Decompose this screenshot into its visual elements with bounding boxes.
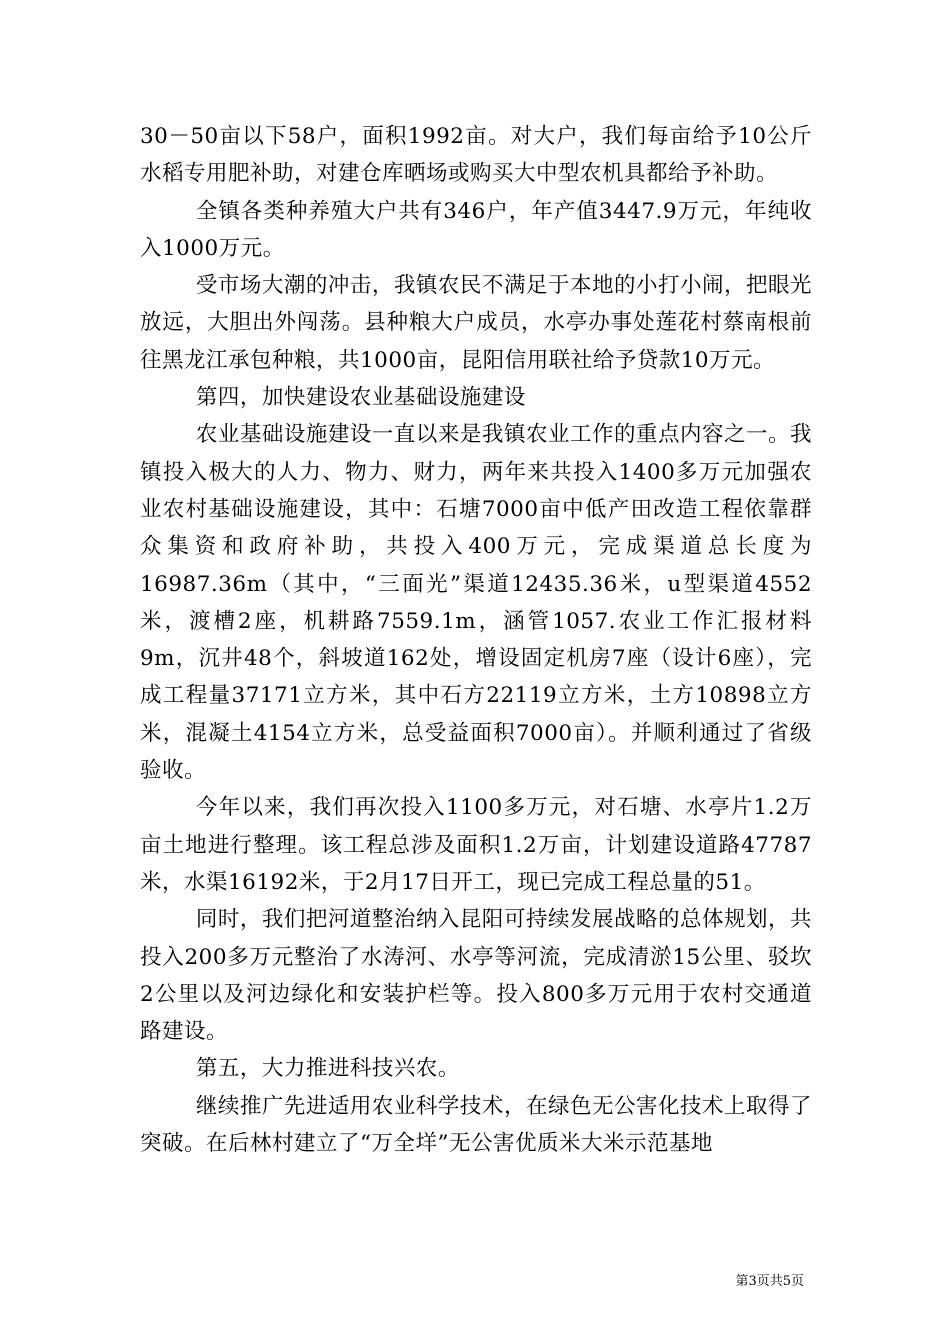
paragraph-1: 30－50亩以下58户，面积1992亩。对大户，我们每亩给予10公斤水稻专用肥补助，对建仓库晒场或购买大中型农机具都给予补助。 <box>140 124 812 187</box>
document-body <box>140 118 812 1162</box>
paragraph-2: 全镇各类种养殖大户共有346户，年产值3447.9万元，年纯收入1000万元。 <box>140 198 812 261</box>
paragraph-7: 同时，我们把河道整治纳入昆阳可持续发展战略的总体规划，共投入200多万元整治了水涛河、水亭等河流，完成清淤15公里、驳坎2公里以及河边绿化和安装护栏等。投入800多万元用于农村交通道路建设。 <box>140 907 812 1045</box>
section-heading-5: 第五，大力推进科技兴农。 <box>195 1056 460 1082</box>
paragraph-5: 农业基础设施建设一直以来是我镇农业工作的重点内容之一。我镇投入极大的人力、物力、财力，两年来共投入1400多万元加强农业农村基础设施建设，其中：石塘7000亩中低产田改造工程依靠群众集资和政府补助，共投入400万元，完成渠道总长度为16987.36m（其中，“三面光”渠道12435.36米，u型渠道4552米，渡槽2座，机耕路7559.1m，涵管1057.农业工作汇报材料9m，沉井48个，斜坡道162处，增设固定机房7座（设计6座），完成工程量37171立方米，其中石方22119立方米，土方10898立方米，混凝土4154立方米，总受益面积7000亩）。并顺利通过了省级验收。 <box>140 422 812 784</box>
paragraph-3: 受市场大潮的冲击，我镇农民不满足于本地的小打小闹，把眼光放远，大胆出外闯荡。县种粮大户成员，水亭办事处莲花村蔡南根前往黑龙江承包种粮，共1000亩，昆阳信用联社给予贷款10万元。 <box>140 273 812 373</box>
section-heading-4: 第四，加快建设农业基础设施建设 <box>195 385 526 411</box>
paragraph-9: 继续推广先进适用农业科学技术，在绿色无公害化技术上取得了突破。在后林村建立了“万全垟”无公害优质米大米示范基地 <box>140 1093 812 1157</box>
paragraph-6: 今年以来，我们再次投入1100多万元，对石塘、水亭片1.2万亩土地进行整理。该工程总涉及面积1.2万亩，计划建设道路47787米，水渠16192米，于2月17日开工，现已完成工程总量的51。 <box>140 795 812 895</box>
page-number: 第3页共5页 <box>735 1274 804 1289</box>
